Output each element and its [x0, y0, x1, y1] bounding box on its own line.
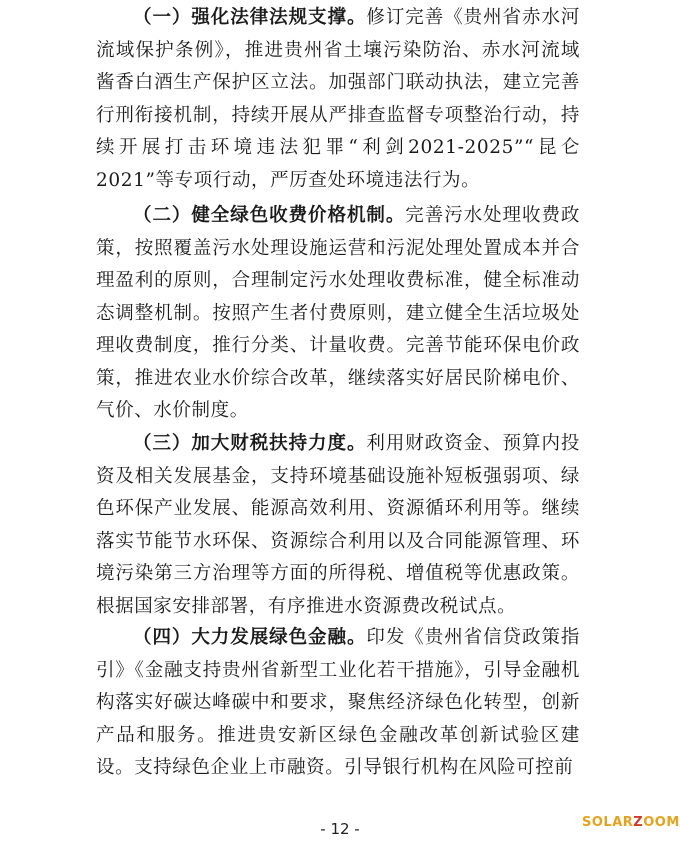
paragraph-2 — [96, 200, 580, 428]
paragraph-3-body: 利用财政资金、预算内投资及相关发展基金，支持环境基础设施补短板强弱项、绿色环保产业发展、能源高效利用、资源循环利用等。继续落实节能节水环保、资源综合利用以及合同能源管理、环境污染第三方治理等方面的所得税、增值税等优惠政策。根据国家安排部署，有序推进水资源费改税试点。 — [96, 433, 581, 617]
paragraph-3 — [96, 428, 580, 623]
paragraph-2-heading: （二）健全绿色收费价格机制。 — [133, 205, 406, 226]
watermark-text-solar: SOLAR — [582, 815, 634, 830]
watermark-text-oom: OOM — [643, 815, 680, 830]
paragraph-1-heading: （一）强化法律法规支撑。 — [133, 7, 367, 28]
paragraph-3-heading: （三）加大财税扶持力度。 — [133, 433, 367, 454]
paragraph-4 — [96, 622, 580, 785]
paragraph-2-body: 完善污水处理收费政策，按照覆盖污水处理设施运营和污泥处理处置成本并合理盈利的原则，合理制定污水处理收费标准，健全标准动态调整机制。按照产生者付费原则，建立健全生活垃圾处理收费制度，推行分类、计量收费。完善节能环保电价政策，推进农业水价综合改革，继续落实好居民阶梯电价、气价、水价制度。 — [96, 205, 580, 421]
page-number: - 12 - — [320, 820, 360, 838]
paragraph-1-body: 修订完善《贵州省赤水河流域保护条例》，推进贵州省土壤污染防治、赤水河流域酱香白酒生产保护区立法。加强部门联动执法，建立完善行刑衔接机制，持续开展从严排查监督专项整治行动，持续开展打击环境违法犯罪“利剑2021-2025”“昆仑2021”等专项行动，严厉查处环境违法行为。 — [96, 7, 581, 191]
watermark-logo — [582, 815, 680, 830]
paragraph-4-heading: （四）大力发展绿色金融。 — [133, 627, 367, 648]
watermark-text-z: Z — [633, 815, 644, 830]
paragraph-1 — [96, 2, 580, 197]
paragraph-4-body: 印发《贵州省信贷政策指引》《金融支持贵州省新型工业化若干措施》，引导金融机构落实好碳达峰碳中和要求，聚焦经济绿色化转型，创新产品和服务。推进贵安新区绿色金融改革创新试验区建设。支持绿色企业上市融资。引导银行机构在风险可控前 — [96, 627, 581, 778]
